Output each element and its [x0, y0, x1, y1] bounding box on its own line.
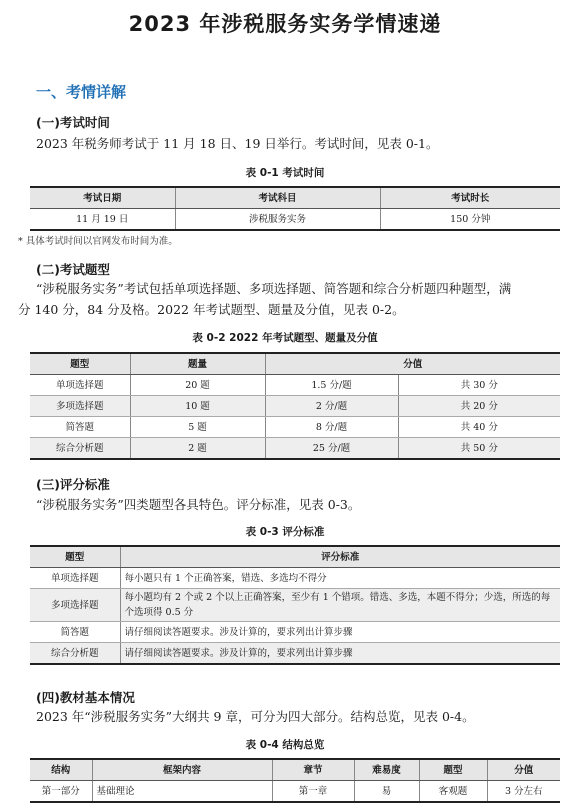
table-row — [30, 375, 560, 396]
paragraph-line: 分 140 分，84 分及格。2022 年考试题型、题量及分值，见表 0-2。 — [18, 302, 405, 317]
table-cell: 1.5 分/题 — [265, 375, 398, 396]
paragraph-line: “涉税服务实务”考试包括单项选择题、多项选择题、简答题和综合分析题四种题型，满 — [36, 281, 512, 296]
table-cell: 每小题均有 2 个或 2 个以上正确答案，至少有 1 个错项。错选、多选，本题不得分；少选，所选的每个选项得 0.5 分 — [120, 589, 560, 622]
table-cell: 单项选择题 — [30, 568, 120, 589]
subsection-heading-scoring: (三)评分标准 — [36, 477, 110, 492]
paragraph-textbook: 2023 年“涉税服务实务”大纲共 9 章，可分为四大部分。结构总览，见表 0-4。 — [36, 709, 475, 724]
document-title: 2023 年涉税服务实务学情速递 — [128, 12, 442, 36]
column-header: 框架内容 — [92, 759, 272, 781]
table-cell: 共 40 分 — [398, 417, 560, 438]
column-header: 难易度 — [354, 759, 419, 781]
column-header: 题型 — [30, 546, 120, 568]
table-row — [30, 568, 560, 589]
column-header: 题型 — [30, 353, 130, 375]
table-cell: 请仔细阅读答题要求。涉及计算的，要求列出计算步骤 — [120, 622, 560, 643]
table-structure-overview — [30, 758, 560, 803]
column-header: 分值 — [265, 353, 560, 375]
column-header: 题量 — [130, 353, 265, 375]
table-cell: 共 50 分 — [398, 438, 560, 460]
table-row — [30, 417, 560, 438]
subsection-heading-exam-time: (一)考试时间 — [36, 115, 110, 130]
column-header: 考试时长 — [380, 187, 560, 209]
table-cell: 第一章 — [272, 781, 354, 803]
table-cell: 请仔细阅读答题要求。涉及计算的，要求列出计算步骤 — [120, 643, 560, 665]
column-header: 结构 — [30, 759, 92, 781]
paragraph-scoring: “涉税服务实务”四类题型各具特色。评分标准，见表 0-3。 — [36, 497, 361, 512]
column-header: 分值 — [487, 759, 560, 781]
table-cell: 共 20 分 — [398, 396, 560, 417]
paragraph-question-types — [18, 278, 556, 320]
paragraph-exam-time: 2023 年税务师考试于 11 月 18 日、19 日举行。考试时间，见表 0-1。 — [36, 136, 439, 151]
column-header: 题型 — [419, 759, 487, 781]
table-exam-time — [30, 186, 560, 231]
table-cell: 共 30 分 — [398, 375, 560, 396]
table-caption-0-4: 表 0-4 结构总览 — [245, 739, 325, 751]
table-cell: 单项选择题 — [30, 375, 130, 396]
table-cell: 3 分左右 — [487, 781, 560, 803]
table-cell: 第一部分 — [30, 781, 92, 803]
table-cell: 易 — [354, 781, 419, 803]
column-header: 考试科目 — [175, 187, 380, 209]
table-row — [30, 643, 560, 665]
table-question-types — [30, 352, 560, 460]
table-cell: 25 分/题 — [265, 438, 398, 460]
table-cell: 综合分析题 — [30, 643, 120, 665]
table-cell: 基础理论 — [92, 781, 272, 803]
table-caption-0-3: 表 0-3 评分标准 — [245, 526, 325, 538]
table-cell: 简答题 — [30, 622, 120, 643]
table-cell: 5 题 — [130, 417, 265, 438]
table-row — [30, 209, 560, 231]
table-cell: 简答题 — [30, 417, 130, 438]
table-row — [30, 781, 560, 803]
subsection-heading-question-types: (二)考试题型 — [36, 262, 110, 277]
column-header: 评分标准 — [120, 546, 560, 568]
table-cell: 20 题 — [130, 375, 265, 396]
table-cell: 涉税服务实务 — [175, 209, 380, 231]
table-row — [30, 438, 560, 460]
table-cell: 150 分钟 — [380, 209, 560, 231]
table-cell: 10 题 — [130, 396, 265, 417]
subsection-heading-textbook: (四)教材基本情况 — [36, 690, 135, 705]
column-header: 考试日期 — [30, 187, 175, 209]
table-caption-0-1: 表 0-1 考试时间 — [245, 167, 325, 179]
column-header: 章节 — [272, 759, 354, 781]
table-cell: 综合分析题 — [30, 438, 130, 460]
table-cell: 多项选择题 — [30, 396, 130, 417]
table-cell: 8 分/题 — [265, 417, 398, 438]
table-scoring — [30, 545, 560, 665]
table-cell: 客观题 — [419, 781, 487, 803]
table-cell: 2 题 — [130, 438, 265, 460]
table-row — [30, 622, 560, 643]
table-caption-0-2: 表 0-2 2022 年考试题型、题量及分值 — [192, 332, 378, 344]
table-cell: 11 月 19 日 — [30, 209, 175, 231]
table-row — [30, 396, 560, 417]
table-cell: 2 分/题 — [265, 396, 398, 417]
section-heading: 一、考情详解 — [36, 83, 127, 101]
table-cell: 每小题只有 1 个正确答案，错选、多选均不得分 — [120, 568, 560, 589]
table-row — [30, 589, 560, 622]
footnote: * 具体考试时间以官网发布时间为准。 — [18, 236, 178, 247]
table-cell: 多项选择题 — [30, 589, 120, 622]
